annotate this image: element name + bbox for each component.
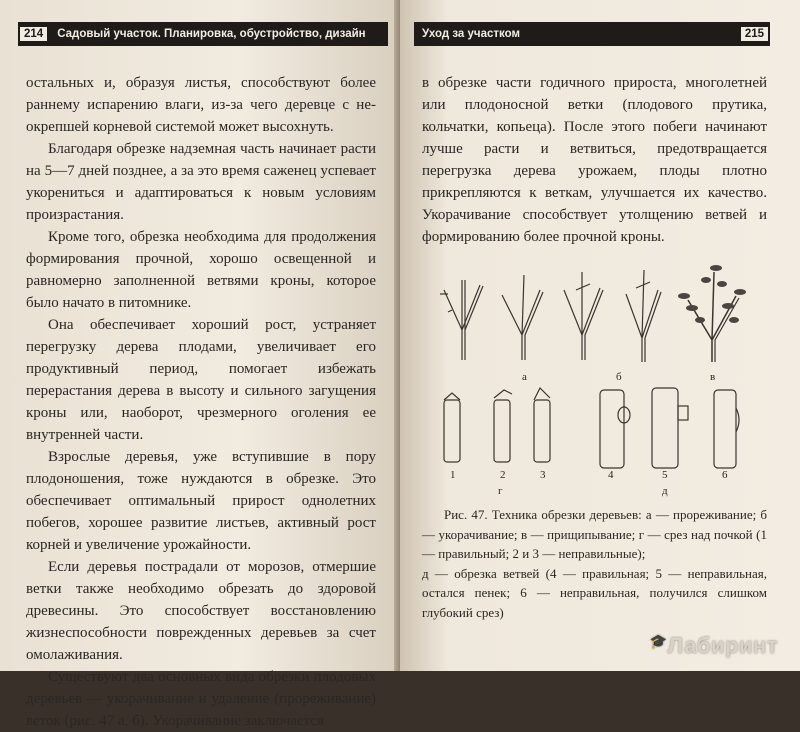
paragraph: Если деревья пострадали от морозов, отмершие ветки также необходимо обрезать до здоровой древесины. Это способствует восстановлению жизнеспособности поврежденных деревьев за счет омолаживания. [26,559,376,663]
figure-labels [450,371,728,497]
paragraph: Взрослые деревья, уже вступившие в пору плодоношения, тоже нуждаются в обрезке. Это обеспечивает оптимальный прирост однолетних побегов, хорошее развитие листьев, активный рост корней и увеличение урожайности. [26,449,376,553]
figure-label-v: в [710,371,716,383]
labirint-watermark [650,633,778,659]
leaf-cluster [678,265,746,323]
right-body-text [422,72,767,248]
left-page [0,0,400,729]
figure-label-4: 4 [608,469,614,481]
graduation-cap-icon: 🎓 [649,633,668,649]
right-running-title: Уход за участком [422,28,520,40]
figure-label-g: г [498,485,503,497]
paragraph: Существуют два основных вида обрезки плодовых деревьев — укорачивание и удаление (прореживание) веток (рис. 47 а, б). Укорачивание заключается [26,669,376,729]
figure-caption [422,505,767,622]
left-running-title: Садовый участок. Планировка, обустройство, дизайн [57,28,366,40]
paragraph: Благодаря обрезке надземная часть начинает расти на 5—7 дней позднее, а за это время саженец успевает укорениться и адаптироваться к новым условиям произрастания. [26,141,376,223]
figure-label-3: 3 [540,469,546,481]
figure-label-a: а [522,371,527,383]
pruning-figure [422,250,767,500]
branch-pinching-illustration [626,265,746,362]
figure-label-1: 1 [450,469,456,481]
right-page-number: 215 [739,25,770,43]
caption-line: Рис. 47. Техника обрезки деревьев: а — прореживание; б — укорачивание; в — прищипывание; г — срез над почкой (1 — правильный; 2 и 3 — неправильные); [422,507,767,561]
left-body-text [26,72,376,732]
paragraph: Она обеспечивает хороший рост, устраняет перегрузку дерева плодами, увеличивает его продуктивный период, помогает избежать перерастания дерева в высоту и сильного загущения кроны или, наоборот, чрезмерного оголения ее внутренней части. [26,317,376,443]
bud-cut-illustrations [444,388,550,462]
figure-label-6: 6 [722,469,728,481]
watermark-text: Лабиринт [667,633,778,658]
left-page-number: 214 [18,25,49,43]
branch-shortening-illustration [502,272,603,360]
branch-cut-illustrations [600,388,739,468]
figure-label-d: д [662,485,668,497]
figure-label-b: б [616,371,622,383]
left-running-header [18,22,388,46]
caption-line: д — обрезка ветвей (4 — правильная; 5 — неправильная, остался пенек; 6 — неправильная, получился слишком глубокий срез) [422,565,767,620]
branch-drawings [440,265,746,468]
branch-thinning-illustration [440,280,483,360]
right-page [400,0,800,671]
paragraph: в обрезке части годичного прироста, многолетней или плодоносной ветки (плодового прутика, кольчатки, копьеца). После этого побеги начинают лучше расти и ветвиться, предотвращается перегрузка дерева урожаем, плоды плотно прикрепляются к веткам, улучшается их качество. Укорачивание способствует утолщению ветвей и формированию более прочной кроны. [422,75,767,245]
figure-label-5: 5 [662,469,668,481]
right-running-header [414,22,770,46]
paragraph: остальных и, образуя листья, способствуют более раннему испарению влаги, из-за чего деревце с не-окрепшей корневой системой может высохнуть. [26,75,376,135]
figure-label-2: 2 [500,469,506,481]
paragraph: Кроме того, обрезка необходима для продолжения формирования прочной, хорошо освещенной и равномерно заполненной ветвями кроны, которое было начато в питомнике. [26,229,376,311]
